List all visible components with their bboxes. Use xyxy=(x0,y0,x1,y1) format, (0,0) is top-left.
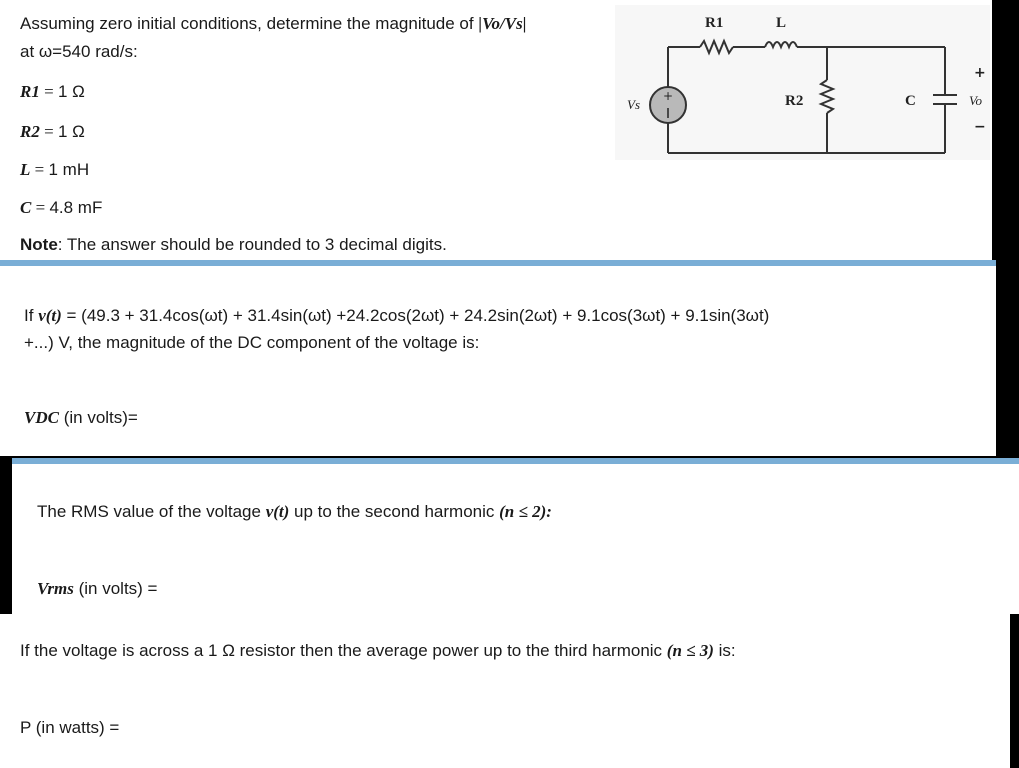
problem1-intro: Assuming zero initial conditions, determine the magnitude of |Vo/Vs| xyxy=(20,14,527,33)
power-answer-label: P (in watts) = xyxy=(20,718,120,737)
problem1-panel xyxy=(0,0,992,262)
out-minus: − xyxy=(974,119,986,135)
param-c: C = 4.8 mF xyxy=(20,198,103,217)
r1-label: R1 xyxy=(705,15,724,31)
out-label: Vo xyxy=(969,93,982,108)
problem2-line1: If v(t) = (49.3 + 31.4cos(ωt) + 31.4sin(ωt) +24.2cos(2ωt) + 24.2sin(2ωt) + 9.1cos(3ωt) + 9.1sin(3ωt) xyxy=(24,306,770,325)
svg-text:+: + xyxy=(663,89,674,103)
problem4-panel xyxy=(0,614,1010,768)
problem2-panel xyxy=(0,266,996,456)
r2-label: R2 xyxy=(785,93,804,109)
param-r1: R1 = 1 Ω xyxy=(20,82,85,101)
vdc-answer-label: VDC (in volts)= xyxy=(24,408,138,427)
circuit-diagram xyxy=(615,5,990,160)
source-label: Vs xyxy=(627,97,640,112)
out-plus: + xyxy=(974,65,986,81)
problem3-panel xyxy=(12,464,1019,614)
note: Note: The answer should be rounded to 3 decimal digits. xyxy=(20,235,447,254)
problem4-line: If the voltage is across a 1 Ω resistor then the average power up to the third harmonic (n ≤ 3) is: xyxy=(20,641,736,660)
vrms-answer-label: Vrms (in volts) = xyxy=(37,579,158,598)
l-label: L xyxy=(776,15,787,31)
param-r2: R2 = 1 Ω xyxy=(20,122,85,141)
ratio-expression: |Vo/Vs| xyxy=(478,14,527,33)
param-l: L = 1 mH xyxy=(20,160,90,179)
problem3-line: The RMS value of the voltage v(t) up to the second harmonic (n ≤ 2): xyxy=(37,502,552,521)
problem1-frequency: at ω=540 rad/s: xyxy=(20,42,138,61)
problem2-line2: +...) V, the magnitude of the DC component of the voltage is: xyxy=(24,333,480,352)
c-label: C xyxy=(905,93,916,109)
